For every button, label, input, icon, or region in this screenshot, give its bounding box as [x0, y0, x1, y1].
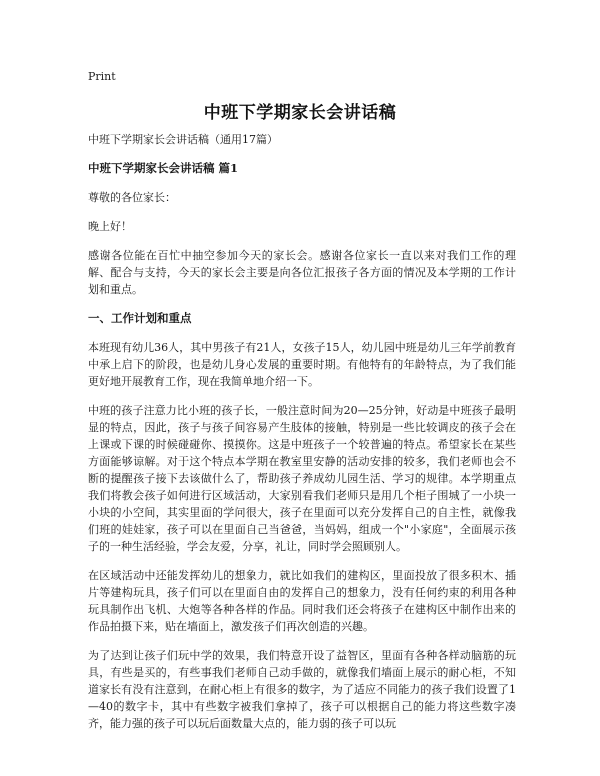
- body-paragraph: 在区域活动中还能发挥幼儿的想象力，就比如我们的建构区，里面投放了很多积木、插片等建构玩具，孩子们可以在里面自由的发挥自己的想象力，没有任何约束的利用各种玩具制作出飞机、大炮等各种各样的作品。同时我们还会将孩子在建构区中制作出来的作品拍摄下来，贴在墙面上，激发孩子们再次创造的兴趣。: [88, 569, 516, 633]
- document-body: [88, 131, 516, 744]
- print-label: Print: [88, 70, 116, 83]
- greeting: 晚上好！: [88, 220, 132, 233]
- intro-paragraph: 感谢各位能在百忙中抽空参加今天的家长会。感谢各位家长一直以来对我们工作的理解、配合与支持，今天的家长会主要是向各位汇报孩子各方面的情况及本学期的工作计划和重点。: [88, 249, 516, 296]
- body-paragraph: 为了达到让孩子们玩中学的效果，我们特意开设了益智区，里面有各种各样动脑筋的玩具，有些是买的，有些事我们老师自己动手做的，就像我们墙面上展示的耐心柜，不知道家长有没有注意到，在耐心柜上有很多的数字，为了适应不同能力的孩子我们设置了1—40的数字卡，其中有些数字被我们拿掉了，孩子可以根据自己的能力将这些数字凑齐，能力强的孩子可以玩后面数量大点的，能力弱的孩子可以玩: [88, 649, 516, 730]
- body-paragraph: 本班现有幼儿36人，其中男孩子有21人，女孩子15人，幼儿园中班是幼儿三年学前教育中承上启下的阶段，也是幼儿身心发展的重要时期。有他特有的年龄特点，为了我们能更好地开展教育工作，现在我简单地介绍一下。: [88, 341, 516, 388]
- section-heading: 中班下学期家长会讲话稿 篇1: [88, 161, 239, 175]
- salutation: 尊敬的各位家长：: [88, 191, 176, 204]
- part1-heading: 一、工作计划和重点: [88, 311, 192, 325]
- body-paragraph: 中班的孩子注意力比小班的孩子长，一般注意时间为20—25分钟，好动是中班孩子最明显的特点，因此，孩子与孩子间容易产生肢体的接触，特别是一些比较调皮的孩子会在上课或下课的时候碰碰你、摸摸你。这是中班孩子一个较普遍的特点。希望家长在某些方面能够谅解。对于这个特点本学期在教室里安静的活动安排的较多，我们老师也会不断的提醒孩子接下去该做什么了，帮助孩子养成幼儿园生活、学习的规律。本学期重点我们将教会孩子如何进行区域活动，大家别看我们老师只是用几个柜子围城了一小块一小块的小空间，其实里面的学问很大，孩子在里面可以充分发挥自己的自主性，就像我们班的娃娃家，孩子可以在里面自己当爸爸，当妈妈，组成一个"小家庭"，全面展示孩子的一种生活经验，学会友爱，分享，礼让，同时学会照顾别人。: [88, 404, 516, 553]
- page-title: 中班下学期家长会讲话稿: [203, 103, 397, 123]
- document-subtitle: 中班下学期家长会讲话稿（通用17篇）: [88, 133, 278, 146]
